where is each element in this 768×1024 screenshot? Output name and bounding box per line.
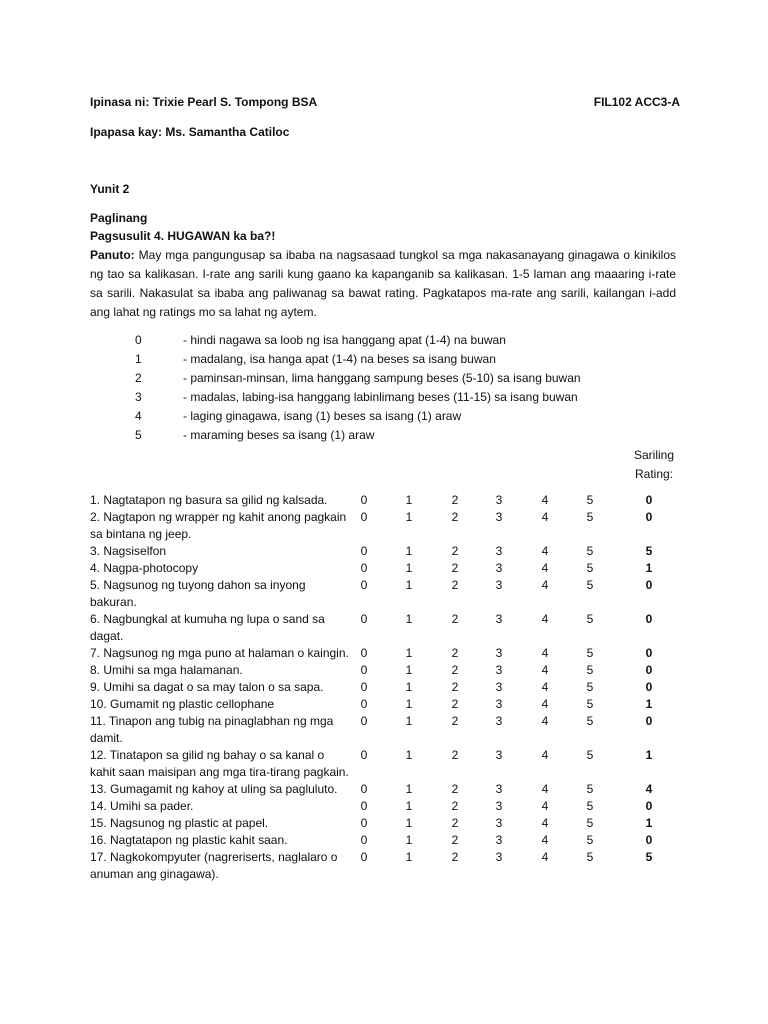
self-rating-value: 1 xyxy=(645,697,653,711)
self-rating-value: 0 xyxy=(645,799,653,813)
rating-option: 0 xyxy=(360,714,368,728)
rating-option: 2 xyxy=(451,697,459,711)
rating-option: 4 xyxy=(541,680,549,694)
rating-option: 2 xyxy=(451,714,459,728)
scale-row xyxy=(135,371,635,390)
instructions-text: May mga pangungusap sa ibaba na nagsasaad tungkol sa mga nakasanayang ginagawa o kinikilos ng tao sa kalikasan. I-rate ang sarili kung gaano ka kapanganib sa kalikasan. 1-5 laman ang maaaring i-rate sa sarili. Nakasulat sa ibaba ang paliwanag sa bawat rating. Pagkatapos ma-rate ang sarili, kailangan i-add ang lahat ng ratings mo sa lahat ng aytem. xyxy=(90,248,676,319)
item-statement: 16. Nagtatapon ng plastic kahit saan. xyxy=(90,833,288,847)
rating-option: 5 xyxy=(586,612,594,626)
self-rating-header-line1: Sariling xyxy=(633,448,675,462)
rating-option: 5 xyxy=(586,561,594,575)
rating-item xyxy=(90,645,690,662)
rating-option: 1 xyxy=(405,816,413,830)
rating-option: 1 xyxy=(405,578,413,592)
scale-number: 2 xyxy=(135,371,142,385)
rating-option: 5 xyxy=(586,510,594,524)
scale-number: 5 xyxy=(135,428,142,442)
submitted-by: Ipinasa ni: Trixie Pearl S. Tompong BSA xyxy=(90,95,318,109)
rating-option: 0 xyxy=(360,663,368,677)
scale-number: 3 xyxy=(135,390,142,404)
rating-option: 5 xyxy=(586,578,594,592)
item-statement: 5. Nagsunog ng tuyong dahon sa inyong bakuran. xyxy=(90,578,306,609)
rating-option: 3 xyxy=(495,833,503,847)
self-rating-value: 0 xyxy=(645,612,653,626)
rating-item xyxy=(90,679,690,696)
scale-description: - paminsan-minsan, lima hanggang sampung beses (5-10) sa isang buwan xyxy=(183,371,581,385)
rating-option: 1 xyxy=(405,544,413,558)
item-statement: 1. Nagtatapon ng basura sa gilid ng kalsada. xyxy=(90,493,328,507)
self-rating-value: 5 xyxy=(645,544,653,558)
rating-option: 4 xyxy=(541,782,549,796)
item-statement: 4. Nagpa-photocopy xyxy=(90,561,199,575)
rating-option: 2 xyxy=(451,544,459,558)
rating-option: 0 xyxy=(360,646,368,660)
course-code: FIL102 ACC3-A xyxy=(593,95,680,109)
self-rating-value: 0 xyxy=(645,714,653,728)
scale-row xyxy=(135,390,635,409)
rating-item xyxy=(90,798,690,815)
rating-item xyxy=(90,492,690,509)
rating-option: 5 xyxy=(586,833,594,847)
rating-option: 3 xyxy=(495,799,503,813)
item-statement: 15. Nagsunog ng plastic at papel. xyxy=(90,816,269,830)
rating-items xyxy=(90,492,690,883)
rating-option: 3 xyxy=(495,816,503,830)
rating-item xyxy=(90,781,690,798)
rating-item xyxy=(90,713,690,747)
rating-option: 2 xyxy=(451,782,459,796)
rating-option: 4 xyxy=(541,799,549,813)
scale-description: - madalas, labing-isa hanggang labinlimang beses (11-15) sa isang buwan xyxy=(183,390,578,404)
scale-row xyxy=(135,428,635,447)
rating-option: 4 xyxy=(541,578,549,592)
rating-option: 2 xyxy=(451,646,459,660)
rating-option: 4 xyxy=(541,493,549,507)
scale-description: - hindi nagawa sa loob ng isa hanggang apat (1-4) na buwan xyxy=(183,333,506,347)
rating-scale xyxy=(135,333,635,447)
item-statement: 13. Gumagamit ng kahoy at uling sa pagluluto. xyxy=(90,782,338,796)
submitted-to: Ipapasa kay: Ms. Samantha Catiloc xyxy=(90,125,290,139)
rating-option: 0 xyxy=(360,782,368,796)
rating-option: 3 xyxy=(495,646,503,660)
rating-option: 0 xyxy=(360,850,368,864)
self-rating-value: 0 xyxy=(645,646,653,660)
rating-option: 1 xyxy=(405,782,413,796)
rating-option: 2 xyxy=(451,510,459,524)
rating-option: 2 xyxy=(451,748,459,762)
rating-option: 5 xyxy=(586,714,594,728)
unit-title: Yunit 2 xyxy=(90,182,130,196)
rating-option: 3 xyxy=(495,561,503,575)
self-rating-value: 0 xyxy=(645,510,653,524)
rating-option: 0 xyxy=(360,799,368,813)
rating-option: 1 xyxy=(405,646,413,660)
rating-option: 1 xyxy=(405,561,413,575)
rating-option: 2 xyxy=(451,680,459,694)
rating-option: 1 xyxy=(405,748,413,762)
rating-option: 0 xyxy=(360,510,368,524)
self-rating-value: 0 xyxy=(645,680,653,694)
rating-option: 0 xyxy=(360,561,368,575)
self-rating-value: 1 xyxy=(645,561,653,575)
rating-option: 2 xyxy=(451,816,459,830)
rating-option: 4 xyxy=(541,510,549,524)
rating-item xyxy=(90,509,690,543)
rating-option: 3 xyxy=(495,680,503,694)
rating-option: 3 xyxy=(495,510,503,524)
rating-option: 4 xyxy=(541,833,549,847)
rating-option: 3 xyxy=(495,544,503,558)
rating-option: 0 xyxy=(360,612,368,626)
rating-option: 2 xyxy=(451,561,459,575)
rating-option: 1 xyxy=(405,663,413,677)
rating-option: 0 xyxy=(360,493,368,507)
rating-item xyxy=(90,696,690,713)
rating-option: 4 xyxy=(541,544,549,558)
item-statement: 2. Nagtapon ng wrapper ng kahit anong pagkain sa bintana ng jeep. xyxy=(90,510,347,541)
rating-option: 4 xyxy=(541,816,549,830)
rating-option: 2 xyxy=(451,799,459,813)
rating-option: 5 xyxy=(586,850,594,864)
rating-option: 5 xyxy=(586,680,594,694)
rating-option: 3 xyxy=(495,714,503,728)
rating-option: 1 xyxy=(405,833,413,847)
rating-option: 3 xyxy=(495,612,503,626)
rating-item xyxy=(90,560,690,577)
rating-item xyxy=(90,543,690,560)
rating-item xyxy=(90,577,690,611)
rating-item xyxy=(90,662,690,679)
scale-number: 1 xyxy=(135,352,142,366)
rating-option: 5 xyxy=(586,544,594,558)
scale-row xyxy=(135,333,635,352)
instructions xyxy=(90,246,676,322)
rating-item xyxy=(90,849,690,883)
rating-option: 1 xyxy=(405,510,413,524)
self-rating-value: 0 xyxy=(645,833,653,847)
rating-option: 0 xyxy=(360,748,368,762)
rating-option: 3 xyxy=(495,493,503,507)
rating-option: 4 xyxy=(541,646,549,660)
rating-option: 0 xyxy=(360,544,368,558)
rating-option: 1 xyxy=(405,680,413,694)
item-statement: 12. Tinatapon sa gilid ng bahay o sa kanal o kahit saan maisipan ang mga tira-tirang pagkain. xyxy=(90,748,349,779)
rating-option: 3 xyxy=(495,663,503,677)
scale-number: 0 xyxy=(135,333,142,347)
self-rating-value: 1 xyxy=(645,816,653,830)
self-rating-value: 4 xyxy=(645,782,653,796)
item-statement: 10. Gumamit ng plastic cellophane xyxy=(90,697,275,711)
rating-option: 4 xyxy=(541,714,549,728)
rating-option: 4 xyxy=(541,697,549,711)
rating-option: 4 xyxy=(541,663,549,677)
scale-row xyxy=(135,409,635,428)
rating-option: 5 xyxy=(586,816,594,830)
header xyxy=(90,95,680,113)
instructions-label: Panuto: xyxy=(90,248,135,262)
rating-option: 4 xyxy=(541,612,549,626)
rating-option: 3 xyxy=(495,578,503,592)
item-statement: 14. Umihi sa pader. xyxy=(90,799,194,813)
rating-item xyxy=(90,832,690,849)
rating-option: 5 xyxy=(586,782,594,796)
item-statement: 9. Umihi sa dagat o sa may talon o sa sapa. xyxy=(90,680,324,694)
rating-option: 0 xyxy=(360,816,368,830)
rating-item xyxy=(90,747,690,781)
scale-description: - maraming beses sa isang (1) araw xyxy=(183,428,375,442)
rating-option: 1 xyxy=(405,799,413,813)
rating-option: 3 xyxy=(495,748,503,762)
scale-description: - laging ginagawa, isang (1) beses sa isang (1) araw xyxy=(183,409,462,423)
rating-option: 2 xyxy=(451,578,459,592)
rating-option: 2 xyxy=(451,663,459,677)
section-title: Paglinang xyxy=(90,211,148,225)
item-statement: 7. Nagsunog ng mga puno at halaman o kaingin. xyxy=(90,646,349,660)
self-rating-header xyxy=(624,446,684,484)
rating-item xyxy=(90,611,690,645)
rating-option: 3 xyxy=(495,850,503,864)
rating-option: 1 xyxy=(405,714,413,728)
self-rating-value: 0 xyxy=(645,493,653,507)
self-rating-value: 1 xyxy=(645,748,653,762)
self-rating-value: 0 xyxy=(645,663,653,677)
rating-option: 1 xyxy=(405,493,413,507)
rating-option: 1 xyxy=(405,612,413,626)
rating-option: 0 xyxy=(360,833,368,847)
rating-option: 4 xyxy=(541,748,549,762)
rating-option: 0 xyxy=(360,697,368,711)
rating-option: 2 xyxy=(451,493,459,507)
rating-option: 0 xyxy=(360,680,368,694)
item-statement: 3. Nagsiselfon xyxy=(90,544,167,558)
item-statement: 8. Umihi sa mga halamanan. xyxy=(90,663,243,677)
rating-option: 1 xyxy=(405,697,413,711)
rating-option: 3 xyxy=(495,697,503,711)
rating-option: 4 xyxy=(541,850,549,864)
rating-option: 0 xyxy=(360,578,368,592)
self-rating-value: 5 xyxy=(645,850,653,864)
scale-row xyxy=(135,352,635,371)
rating-item xyxy=(90,815,690,832)
self-rating-header-line2: Rating: xyxy=(634,467,674,481)
item-statement: 6. Nagbungkal at kumuha ng lupa o sand sa dagat. xyxy=(90,612,325,643)
rating-option: 2 xyxy=(451,833,459,847)
rating-option: 5 xyxy=(586,663,594,677)
self-rating-value: 0 xyxy=(645,578,653,592)
rating-option: 3 xyxy=(495,782,503,796)
scale-number: 4 xyxy=(135,409,142,423)
rating-option: 2 xyxy=(451,612,459,626)
scale-description: - madalang, isa hanga apat (1-4) na beses sa isang buwan xyxy=(183,352,496,366)
rating-option: 2 xyxy=(451,850,459,864)
item-statement: 17. Nagkokompyuter (nagreriserts, naglalaro o anuman ang ginagawa). xyxy=(90,850,338,881)
rating-option: 5 xyxy=(586,646,594,660)
rating-option: 5 xyxy=(586,493,594,507)
rating-option: 1 xyxy=(405,850,413,864)
rating-option: 5 xyxy=(586,799,594,813)
rating-option: 4 xyxy=(541,561,549,575)
activity-title: Pagsusulit 4. HUGAWAN ka ba?! xyxy=(90,229,276,243)
item-statement: 11. Tinapon ang tubig na pinaglabhan ng mga damit. xyxy=(90,714,334,745)
rating-option: 5 xyxy=(586,748,594,762)
rating-option: 5 xyxy=(586,697,594,711)
